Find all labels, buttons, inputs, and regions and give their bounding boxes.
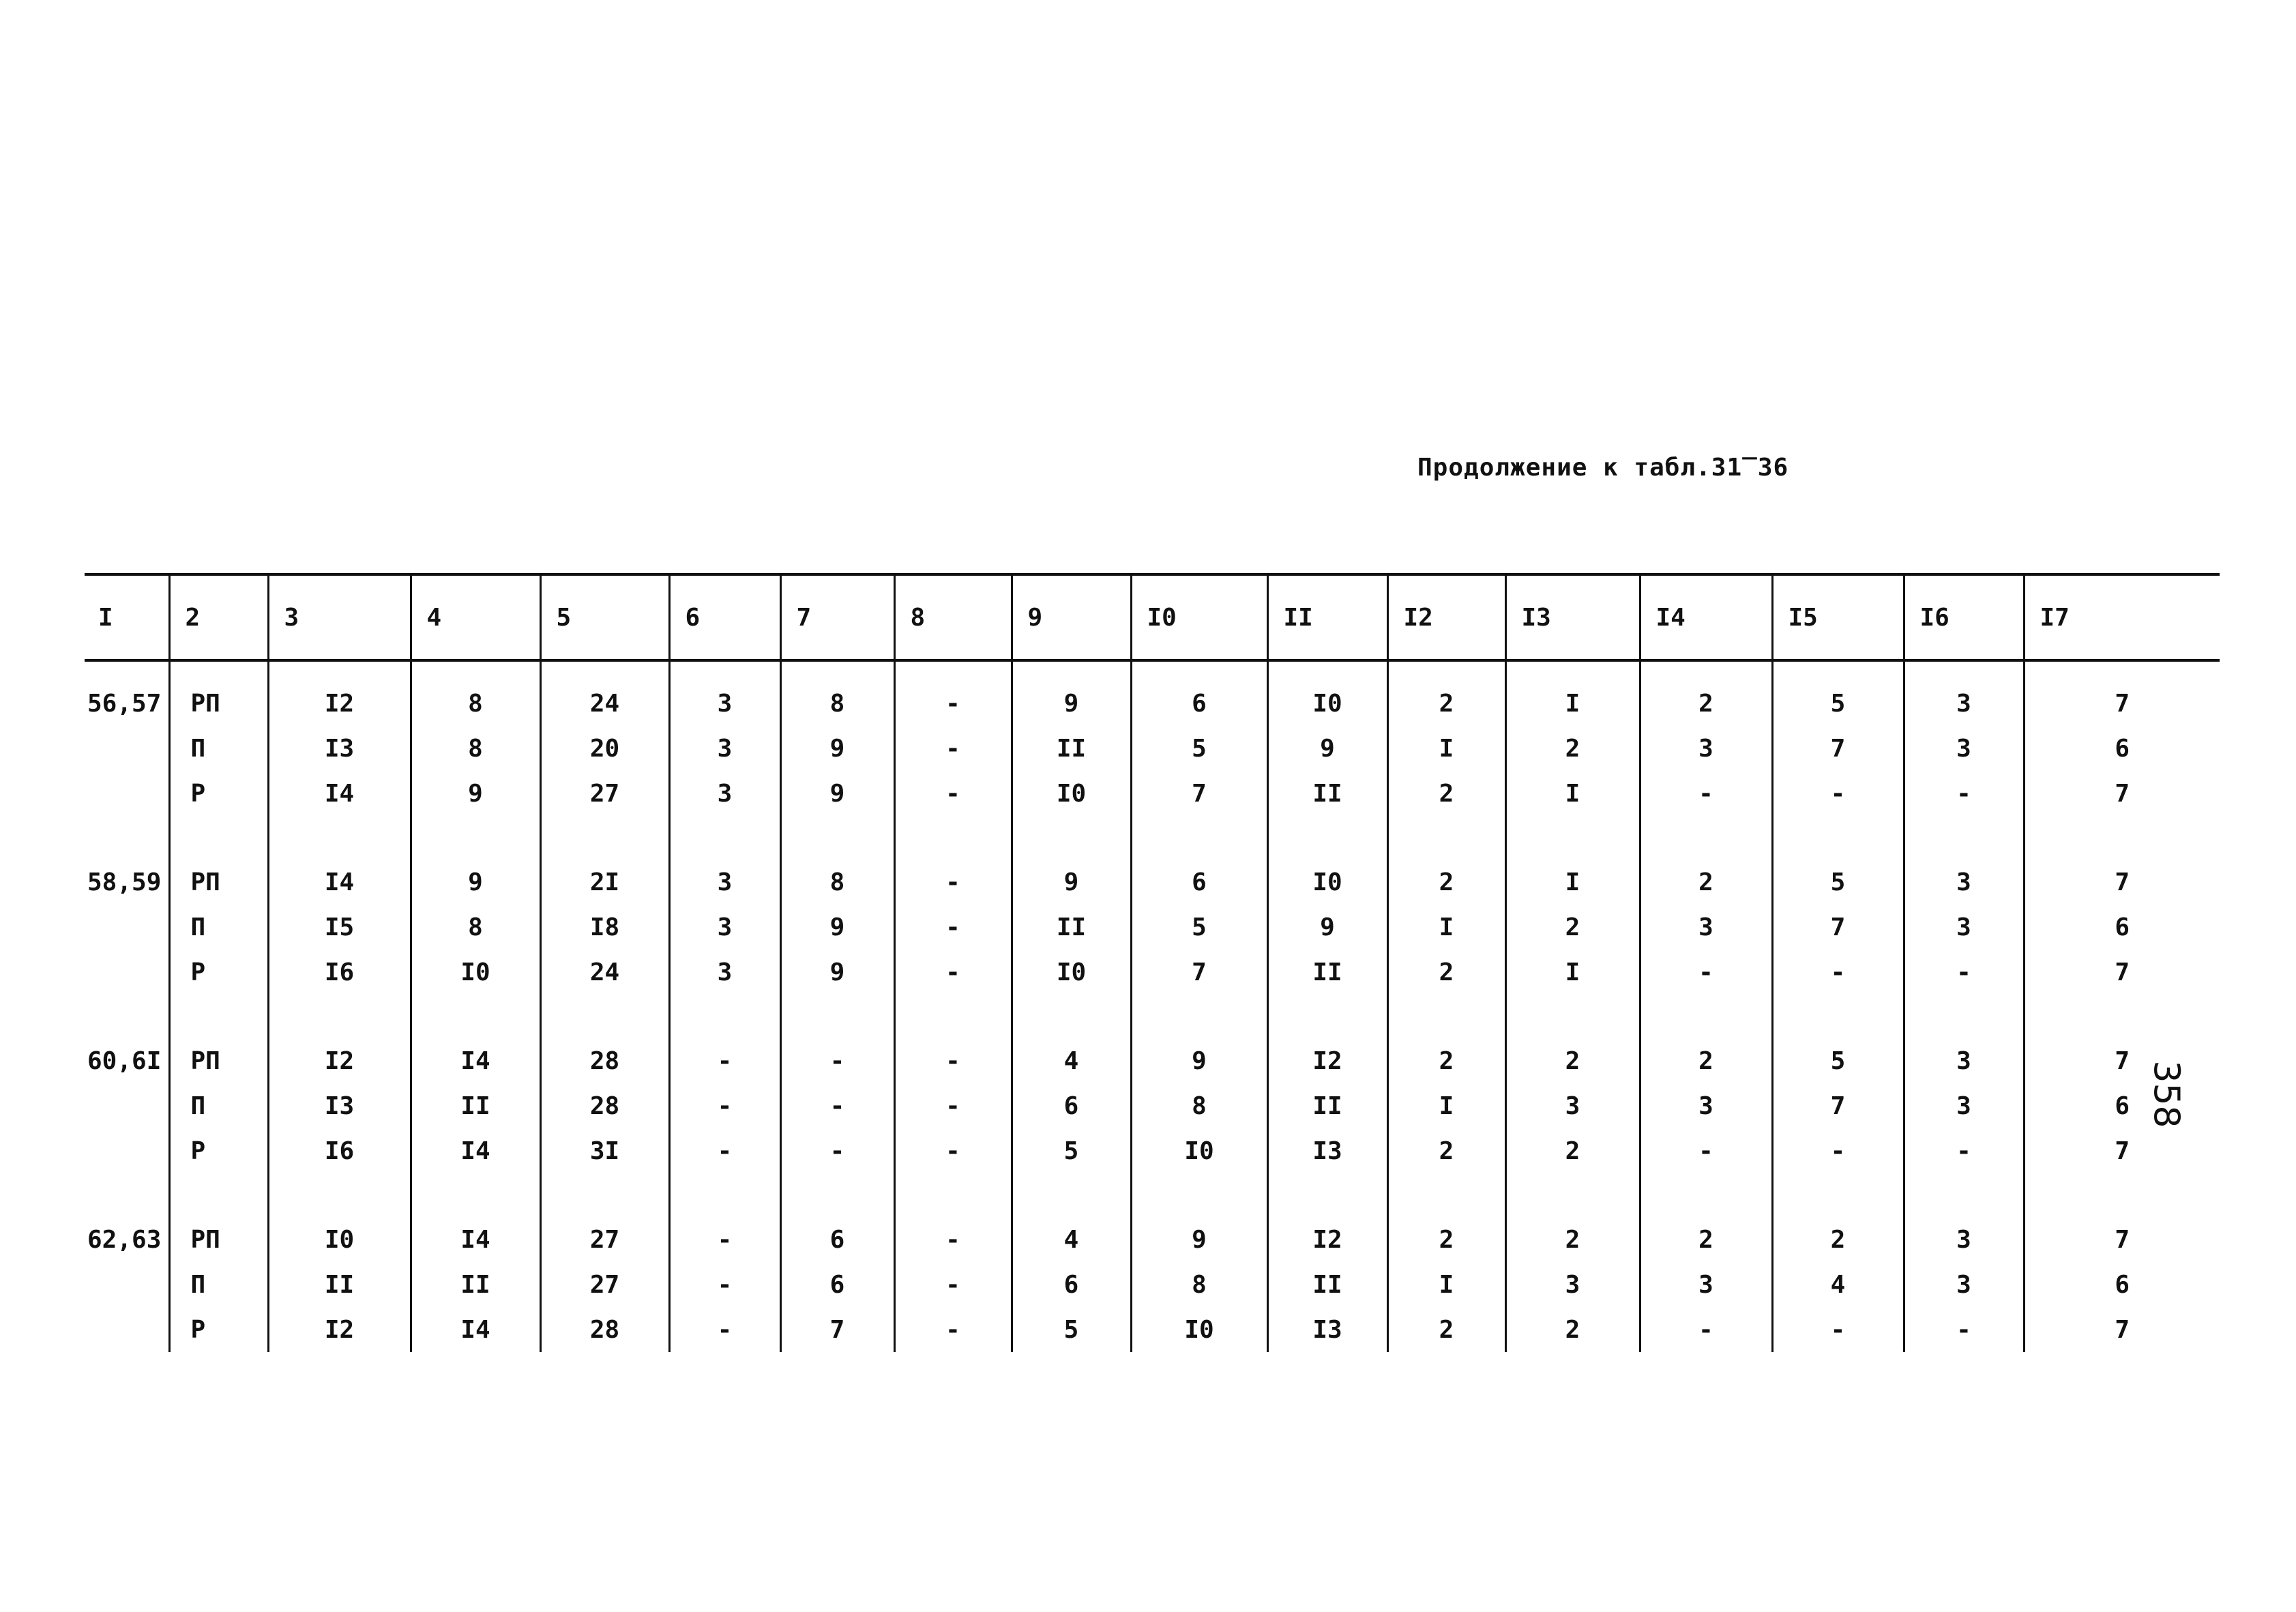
table-cell: 6 — [780, 1262, 894, 1307]
table-cell: 3 — [669, 681, 780, 726]
table-cell: II — [411, 1083, 540, 1128]
column-header: I6 — [1904, 574, 2024, 660]
table-cell: 3 — [1640, 905, 1772, 950]
table-cell: - — [894, 1038, 1012, 1083]
table-cell: 4 — [1012, 1217, 1131, 1262]
table-cell: 3 — [1904, 1083, 2024, 1128]
column-header: 8 — [894, 574, 1012, 660]
table-cell: 24 — [540, 950, 669, 995]
table-cell: - — [894, 771, 1012, 816]
row-type-cell: РП — [169, 860, 268, 905]
table-cell: 5 — [1131, 726, 1267, 771]
table-cell: - — [1904, 1128, 2024, 1173]
table-cell: - — [669, 1128, 780, 1173]
table-row — [85, 1217, 2220, 1262]
table-cell: 9 — [780, 950, 894, 995]
table-cell: 9 — [411, 860, 540, 905]
table-cell: 5 — [1012, 1307, 1131, 1352]
table-cell: 3 — [1505, 1083, 1640, 1128]
table-header — [85, 574, 2220, 660]
group-label — [85, 1128, 169, 1173]
column-header: I4 — [1640, 574, 1772, 660]
table-cell: I4 — [411, 1217, 540, 1262]
table-cell: - — [669, 1307, 780, 1352]
table-cell: 3 — [669, 726, 780, 771]
group-label — [85, 1083, 169, 1128]
table-cell: - — [894, 681, 1012, 726]
table-cell: 2 — [1640, 1038, 1772, 1083]
table-cell: 28 — [540, 1038, 669, 1083]
table-cell: - — [1904, 950, 2024, 995]
table-cell: - — [1640, 1128, 1772, 1173]
group-label — [85, 771, 169, 816]
table-cell: II — [1267, 1083, 1387, 1128]
table-row — [85, 771, 2220, 816]
table-cell: 5 — [1772, 860, 1904, 905]
table-cell: I — [1505, 681, 1640, 726]
table-cell: 5 — [1772, 1038, 1904, 1083]
table-cell: 2 — [1387, 1217, 1505, 1262]
table-row — [85, 1128, 2220, 1173]
table-cell: 2 — [1387, 1038, 1505, 1083]
row-type-cell: П — [169, 1262, 268, 1307]
table-row — [85, 905, 2220, 950]
table-cell: II — [411, 1262, 540, 1307]
table-cell: - — [894, 1128, 1012, 1173]
table-cell: I — [1387, 726, 1505, 771]
table-cell: - — [1772, 1307, 1904, 1352]
table-cell: 7 — [1772, 905, 1904, 950]
table-cell: 5 — [1131, 905, 1267, 950]
table-cell: I — [1387, 1083, 1505, 1128]
table-cell: 2 — [1387, 1307, 1505, 1352]
row-type-cell: Р — [169, 771, 268, 816]
table-cell: 8 — [780, 681, 894, 726]
table-cell: 8 — [1131, 1083, 1267, 1128]
table-cell: 9 — [1131, 1217, 1267, 1262]
table-cell: I2 — [268, 1307, 411, 1352]
table-cell: 7 — [1131, 950, 1267, 995]
table-cell: 7 — [1131, 771, 1267, 816]
row-type-cell: Р — [169, 950, 268, 995]
row-type-cell: П — [169, 905, 268, 950]
table-cell: II — [1267, 950, 1387, 995]
table-cell: 6 — [2024, 1262, 2220, 1307]
table-cell: 7 — [1772, 1083, 1904, 1128]
table-cell: 2I — [540, 860, 669, 905]
group-spacer — [85, 995, 2220, 1038]
table-cell: 3 — [1505, 1262, 1640, 1307]
table-cell: - — [894, 1262, 1012, 1307]
table-cell: 6 — [2024, 905, 2220, 950]
table-cell: - — [780, 1083, 894, 1128]
table-cell: I0 — [268, 1217, 411, 1262]
table-cell: - — [1772, 1128, 1904, 1173]
table-row — [85, 681, 2220, 726]
table-row — [85, 726, 2220, 771]
table-cell: I8 — [540, 905, 669, 950]
table-cell: - — [1904, 771, 2024, 816]
row-type-cell: РП — [169, 1038, 268, 1083]
table-cell: 28 — [540, 1083, 669, 1128]
header-row — [85, 574, 2220, 660]
table-cell: 3 — [1904, 1262, 2024, 1307]
table-cell: II — [1267, 771, 1387, 816]
table-cell: I0 — [1131, 1307, 1267, 1352]
table-cell: 3 — [669, 860, 780, 905]
table-cell: 3 — [1904, 1038, 2024, 1083]
table-cell: I — [1387, 905, 1505, 950]
table-continuation-heading: Продолжение к табл.31‾36 — [1417, 454, 1789, 482]
table-row — [85, 1083, 2220, 1128]
group-label: 58,59 — [87, 868, 162, 896]
table-cell: 3 — [1640, 726, 1772, 771]
table-cell: 2 — [1387, 860, 1505, 905]
table-cell: 27 — [540, 1262, 669, 1307]
table-row — [85, 860, 2220, 905]
table-cell: 2 — [1505, 1038, 1640, 1083]
table-cell: - — [894, 726, 1012, 771]
table-cell: 6 — [1012, 1083, 1131, 1128]
table-cell: 2 — [1387, 950, 1505, 995]
table-cell: I — [1505, 771, 1640, 816]
table-cell: 9 — [780, 905, 894, 950]
table-cell: I4 — [411, 1038, 540, 1083]
table-cell: 28 — [540, 1307, 669, 1352]
table-cell: 8 — [780, 860, 894, 905]
table-cell: - — [669, 1262, 780, 1307]
table-cell: 6 — [1131, 681, 1267, 726]
table-cell: 9 — [1012, 860, 1131, 905]
table-cell: I3 — [1267, 1128, 1387, 1173]
table-cell: I2 — [268, 681, 411, 726]
table-cell: I2 — [1267, 1038, 1387, 1083]
table-cell: 7 — [2024, 860, 2220, 905]
table-cell: 3 — [1640, 1262, 1772, 1307]
table-cell: 2 — [1505, 905, 1640, 950]
table-cell: - — [894, 1307, 1012, 1352]
table-cell: 4 — [1772, 1262, 1904, 1307]
table-cell: 2 — [1505, 1217, 1640, 1262]
table-cell: I — [1505, 860, 1640, 905]
group-label — [85, 950, 169, 995]
table-cell: 7 — [2024, 771, 2220, 816]
table-cell: I4 — [411, 1128, 540, 1173]
table-cell: 7 — [2024, 950, 2220, 995]
table-cell: 9 — [1012, 681, 1131, 726]
table-cell: I0 — [1131, 1128, 1267, 1173]
table-cell: 27 — [540, 771, 669, 816]
table-row — [85, 1307, 2220, 1352]
table-cell: 3 — [669, 771, 780, 816]
table-cell: I0 — [1012, 771, 1131, 816]
page-number: 358 — [2145, 1060, 2187, 1128]
table-cell: 7 — [2024, 1038, 2220, 1083]
table-cell: I0 — [411, 950, 540, 995]
table-cell: 7 — [1772, 726, 1904, 771]
table-cell: 3 — [1640, 1083, 1772, 1128]
table-cell: I6 — [268, 950, 411, 995]
column-header: I — [85, 574, 169, 660]
row-type-cell: П — [169, 1083, 268, 1128]
group-label: 56,57 — [87, 689, 162, 718]
table-cell: 6 — [2024, 726, 2220, 771]
table-cell: 8 — [411, 681, 540, 726]
table-cell: 3 — [1904, 860, 2024, 905]
table-cell: 7 — [2024, 1217, 2220, 1262]
table-cell: 6 — [780, 1217, 894, 1262]
table-cell: - — [1640, 950, 1772, 995]
table-cell: 8 — [411, 905, 540, 950]
row-type-cell: Р — [169, 1128, 268, 1173]
table-cell: 6 — [1012, 1262, 1131, 1307]
group-label — [85, 905, 169, 950]
column-header: I2 — [1387, 574, 1505, 660]
table-cell: I2 — [1267, 1217, 1387, 1262]
table-row — [85, 1262, 2220, 1307]
group-label — [85, 1262, 169, 1307]
group-spacer — [85, 816, 2220, 860]
table-row — [85, 950, 2220, 995]
column-header: I0 — [1131, 574, 1267, 660]
data-table — [85, 573, 2220, 1352]
table-body — [85, 660, 2220, 1352]
table-cell: 7 — [2024, 681, 2220, 726]
table-cell: 7 — [2024, 1307, 2220, 1352]
row-type-cell: П — [169, 726, 268, 771]
row-type-cell: Р — [169, 1307, 268, 1352]
table-cell: I3 — [1267, 1307, 1387, 1352]
table-cell: I — [1387, 1262, 1505, 1307]
table-cell: I3 — [268, 1083, 411, 1128]
table-cell: - — [780, 1128, 894, 1173]
column-header: 9 — [1012, 574, 1131, 660]
table-cell: I0 — [1267, 681, 1387, 726]
table-cell: 9 — [411, 771, 540, 816]
column-header: I5 — [1772, 574, 1904, 660]
group-label: 62,63 — [87, 1225, 162, 1254]
table-cell: - — [669, 1217, 780, 1262]
table-cell: - — [669, 1038, 780, 1083]
table-cell: 8 — [411, 726, 540, 771]
table-cell: 2 — [1772, 1217, 1904, 1262]
table-cell: 9 — [1131, 1038, 1267, 1083]
table-row — [85, 1038, 2220, 1083]
group-spacer — [85, 1173, 2220, 1217]
table-cell: 2 — [1505, 1128, 1640, 1173]
table-cell: 2 — [1387, 1128, 1505, 1173]
table-cell: II — [1012, 905, 1131, 950]
table-cell: - — [780, 1038, 894, 1083]
table-cell: 24 — [540, 681, 669, 726]
table-cell: 3 — [1904, 905, 2024, 950]
table-cell: 2 — [1505, 726, 1640, 771]
table-cell: 9 — [1267, 905, 1387, 950]
table-cell: II — [268, 1262, 411, 1307]
table-cell: - — [1904, 1307, 2024, 1352]
table-cell: I4 — [268, 860, 411, 905]
table-cell: I4 — [268, 771, 411, 816]
table-cell: 5 — [1012, 1128, 1131, 1173]
column-header: 5 — [540, 574, 669, 660]
table-cell: 2 — [1640, 1217, 1772, 1262]
table-cell: 3 — [669, 905, 780, 950]
table-cell: 8 — [1131, 1262, 1267, 1307]
group-label: 60,6I — [87, 1046, 162, 1075]
table-cell: 9 — [780, 726, 894, 771]
group-spacer — [85, 660, 2220, 681]
table-cell: - — [1640, 771, 1772, 816]
table-cell: 27 — [540, 1217, 669, 1262]
table-cell: I4 — [411, 1307, 540, 1352]
column-header: 6 — [669, 574, 780, 660]
column-header: 3 — [268, 574, 411, 660]
table-cell: - — [669, 1083, 780, 1128]
table-cell: 7 — [2024, 1128, 2220, 1173]
table-cell: I5 — [268, 905, 411, 950]
column-header: 2 — [169, 574, 268, 660]
table-cell: 3 — [1904, 1217, 2024, 1262]
table-cell: 6 — [1131, 860, 1267, 905]
table-cell: 9 — [780, 771, 894, 816]
table-cell: I — [1505, 950, 1640, 995]
table-cell: 7 — [780, 1307, 894, 1352]
table-cell: - — [894, 1217, 1012, 1262]
table-cell: 3I — [540, 1128, 669, 1173]
table-cell: 3 — [669, 950, 780, 995]
row-type-cell: РП — [169, 1217, 268, 1262]
table-cell: 2 — [1387, 771, 1505, 816]
table-cell: - — [894, 860, 1012, 905]
table-cell: I0 — [1267, 860, 1387, 905]
table-cell: II — [1012, 726, 1131, 771]
table-cell: 2 — [1640, 681, 1772, 726]
column-header: I3 — [1505, 574, 1640, 660]
table-cell: - — [1772, 771, 1904, 816]
group-label — [85, 726, 169, 771]
table-cell: II — [1267, 1262, 1387, 1307]
table-cell: 4 — [1012, 1038, 1131, 1083]
table-cell: 9 — [1267, 726, 1387, 771]
table-cell: - — [894, 950, 1012, 995]
row-type-cell: РП — [169, 681, 268, 726]
table-cell: - — [894, 1083, 1012, 1128]
table-cell: 3 — [1904, 726, 2024, 771]
column-header: 7 — [780, 574, 894, 660]
table-cell: I3 — [268, 726, 411, 771]
table-cell: 20 — [540, 726, 669, 771]
table-cell: I6 — [268, 1128, 411, 1173]
table-cell: 2 — [1387, 681, 1505, 726]
data-table-container — [85, 573, 2220, 1352]
table-cell: - — [1640, 1307, 1772, 1352]
table-cell: - — [894, 905, 1012, 950]
table-cell: 2 — [1505, 1307, 1640, 1352]
column-header: II — [1267, 574, 1387, 660]
table-cell: I0 — [1012, 950, 1131, 995]
table-cell: 5 — [1772, 681, 1904, 726]
table-cell: 6 — [2024, 1083, 2220, 1128]
table-cell: - — [1772, 950, 1904, 995]
table-cell: I2 — [268, 1038, 411, 1083]
column-header: 4 — [411, 574, 540, 660]
table-cell: 3 — [1904, 681, 2024, 726]
table-cell: 2 — [1640, 860, 1772, 905]
group-label — [85, 1307, 169, 1352]
column-header: I7 — [2024, 574, 2220, 660]
